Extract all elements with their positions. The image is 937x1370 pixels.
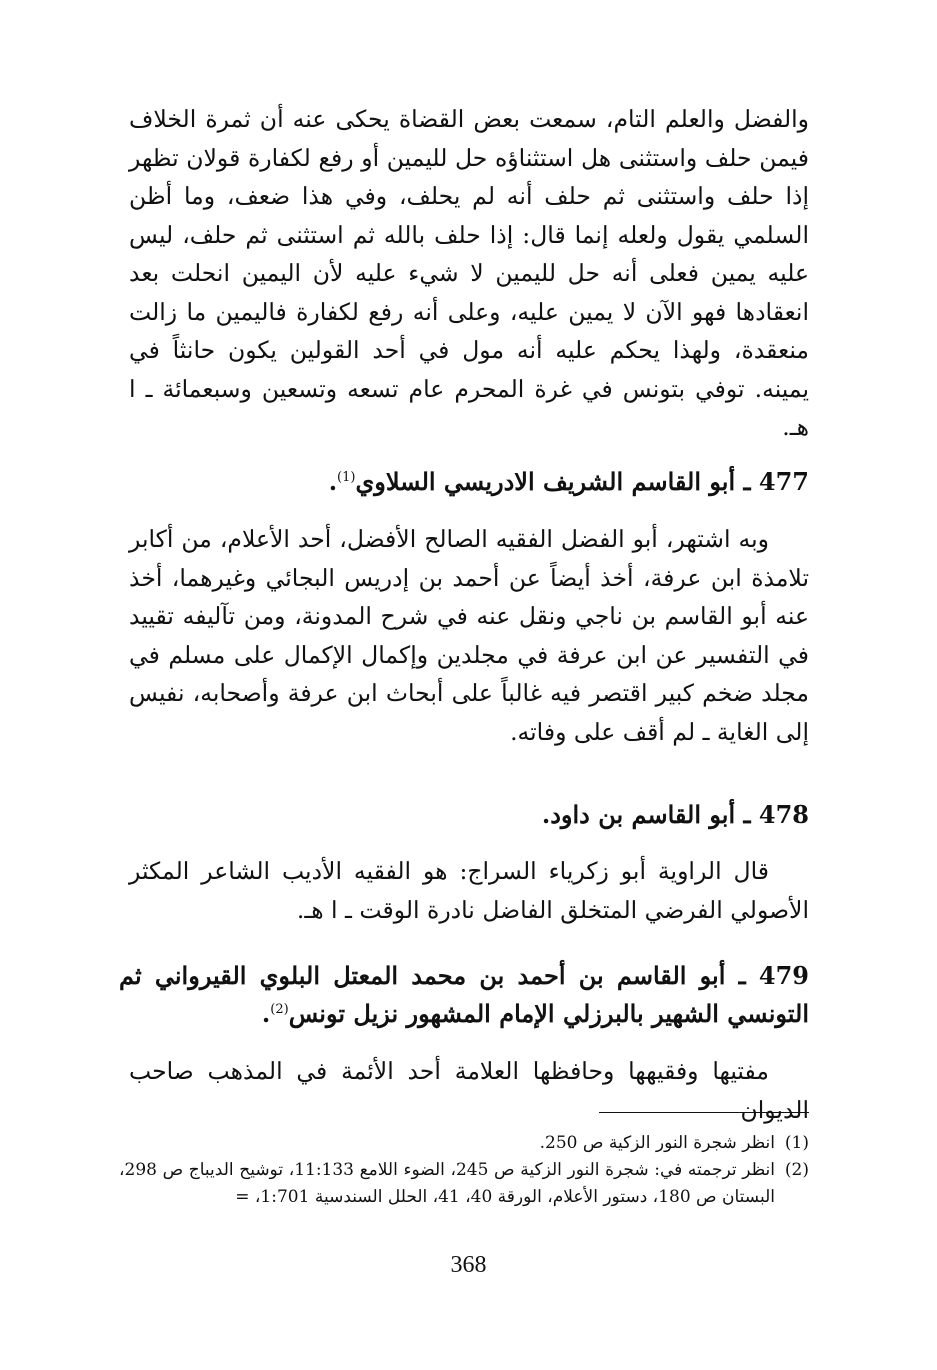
footnote-2: [119, 1157, 809, 1211]
footnotes: [119, 1130, 809, 1211]
footnote-number: (2): [784, 1160, 809, 1180]
entry-body-478: قال الراوية أبو زكرياء السراج: هو الفقيه الأديب الشاعر المكثر الأصولي الفرضي المتخلق الفاضل نادرة الوقت ـ ا هـ.: [129, 857, 809, 924]
footnote-text: انظر شجرة النور الزكية ص 250.: [539, 1133, 775, 1153]
body-paragraph-top: والفضل والعلم التام، سمعت بعض القضاة يحكى عنه أن ثمرة الخلاف فيمن حلف واستثنى هل استثناؤه حل لليمين أو رفع لكفارة قولان تظهر إذا حلف واستثنى ثم حلف أنه لم يحلف، وفي هذا ضعف، وما أظن السلمي يقول ولعله إنما قال: إذا حلف بالله ثم استثنى ثم حلف، ليس عليه يمين فعلى أنه حل لليمين لا شيء عليه لأن اليمين انحلت بعد انعقادها فهو الآن لا يمين عليه، وعلى أنه رفع لكفارة فاليمين ما زالت منعقدة، ولهذا يحكم عليه أنه مول في أحد القولين يكون حانثاً في يمينه. توفي بتونس في غرة المحرم عام تسعه وتسعين وسبعمائة ـ ا هـ.: [129, 105, 809, 441]
entry-body-477: وبه اشتهر، أبو الفضل الفقيه الصالح الأفضل، أحد الأعلام، من أكابر تلامذة ابن عرفة، أخذ أيضاً عن أحمد بن إدريس البجائي وغيرهما، أخذ عنه أبو القاسم بن ناجي ونقل عنه في شرح المدونة، ومن تآليفه تقييد في التفسير عن ابن عرفة في مجلدين وإكمال الإكمال على مسلم في مجلد ضخم كبير اقتصر فيه غالباً على أبحاث ابن عرفة وأصحابه، نفيس إلى الغاية ـ لم أقف على وفاته.: [129, 525, 809, 746]
entry-heading-479: 479 ـ أبو القاسم بن أحمد بن محمد المعتل البلوي القيرواني ثم التونسي الشهير بالبرزلي الإمام المشهور نزيل تونس$^{(2)}$.: [119, 961, 809, 1028]
entry-heading-477: 477 ـ أبو القاسم الشريف الادريسي السلاوي$^{(1)}$.: [328, 467, 809, 496]
page-number: 368: [450, 1252, 487, 1278]
footnote-1: [119, 1130, 809, 1157]
footnote-number: (1): [784, 1133, 809, 1153]
footnote-divider: [599, 1112, 809, 1113]
footnote-ref-2[interactable]: (2): [270, 1002, 289, 1017]
entry-heading-478: 478 ـ أبو القاسم بن داود.: [541, 800, 809, 829]
entry-body-479: مفتيها وفقيهها وحافظها العلامة أحد الأئمة في المذهب صاحب الديوان: [129, 1057, 809, 1124]
footnote-ref-1[interactable]: (1): [337, 470, 356, 485]
footnote-text: انظر ترجمته في: شجرة النور الزكية ص 245، الضوء اللامع 11:133، توشيح الديباج ص 298، البستان ص 180، دستور الأعلام، الورقة 40، 41، الحلل السندسية 1:701، =: [119, 1160, 775, 1207]
